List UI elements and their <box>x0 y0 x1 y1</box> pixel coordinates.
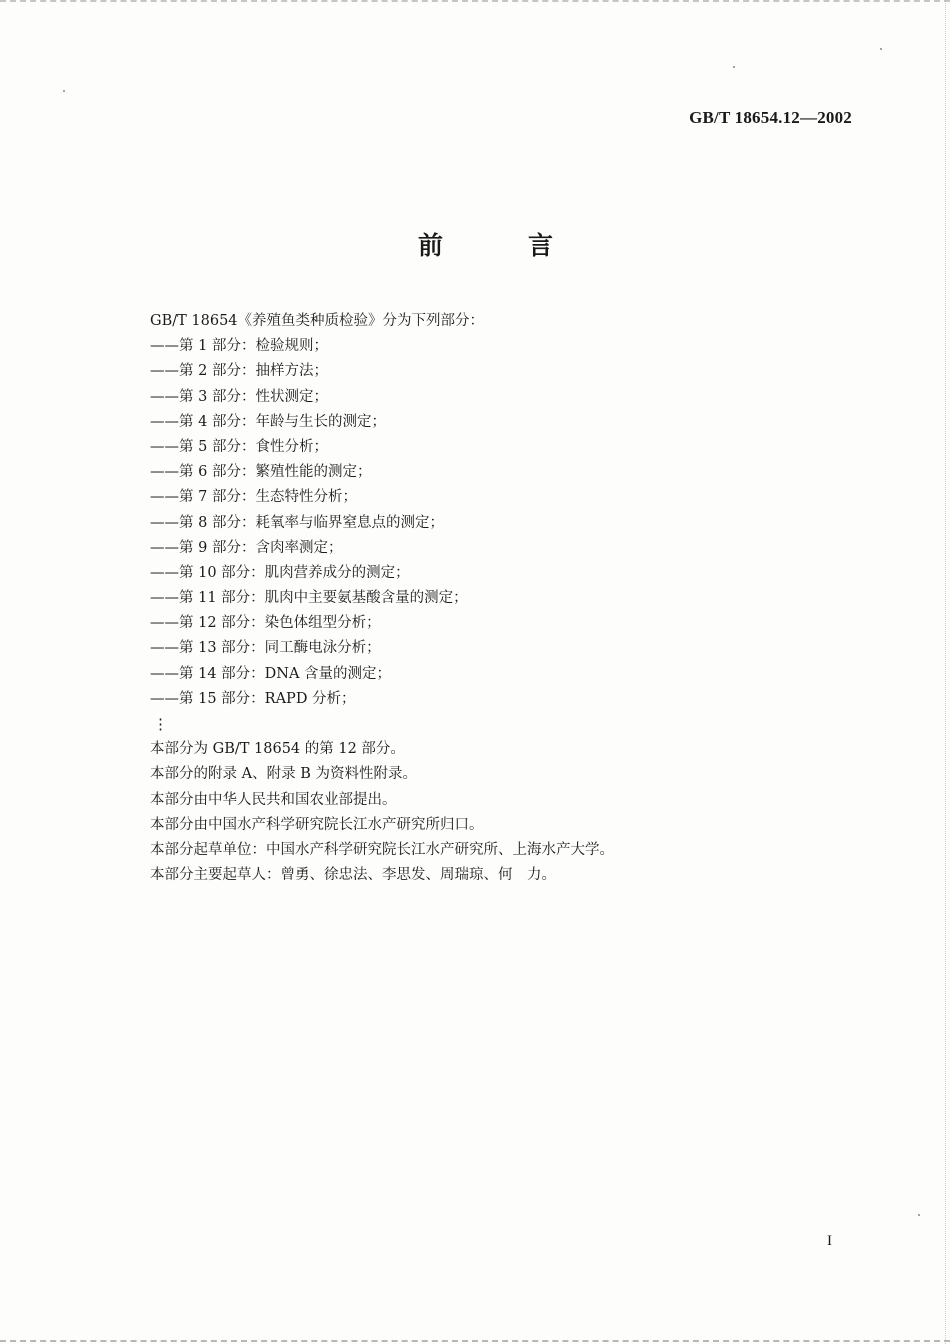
list-item: ——第 9 部分：含肉率测定； <box>150 539 343 556</box>
scan-speck <box>63 90 65 92</box>
parts-list <box>150 334 850 712</box>
scan-speck <box>733 66 735 68</box>
standard-code: GB/T 18654.12—2002 <box>689 108 852 127</box>
list-item: ——第 4 部分：年龄与生长的测定； <box>150 413 386 430</box>
list-item: ——第 5 部分：食性分析； <box>150 438 328 455</box>
page-number: I <box>827 1233 832 1249</box>
list-item: ——第 15 部分：RAPD 分析； <box>150 690 356 707</box>
statement-line: 本部分为 GB/T 18654 的第 12 部分。 <box>150 741 405 758</box>
list-item: ——第 2 部分：抽样方法； <box>150 363 328 380</box>
foreword-body <box>150 309 850 888</box>
scan-speck <box>880 48 882 50</box>
list-item: ——第 10 部分：肌肉营养成分的测定； <box>150 564 410 581</box>
statement-line: 本部分主要起草人：曾勇、徐忠法、李思发、周瑞琼、何 力。 <box>150 867 556 884</box>
intro-line: GB/T 18654《养殖鱼类种质检验》分为下列部分： <box>150 313 485 329</box>
statement-line: 本部分由中华人民共和国农业部提出。 <box>150 791 397 808</box>
list-item: ——第 14 部分：DNA 含量的测定； <box>150 665 392 682</box>
scan-speck <box>918 1214 920 1216</box>
scan-edge-top <box>0 0 950 6</box>
statements <box>150 737 850 888</box>
page-title <box>418 226 553 262</box>
statement-line: 本部分起草单位：中国水产科学研究院长江水产研究所、上海水产大学。 <box>150 841 614 858</box>
title-char-1: 前 <box>418 231 444 260</box>
scan-edge-bottom <box>0 1336 950 1342</box>
statement-line: 本部分的附录 A、附录 B 为资料性附录。 <box>150 766 417 783</box>
list-item: ——第 11 部分：肌肉中主要氨基酸含量的测定； <box>150 590 468 607</box>
scan-edge-right <box>943 0 946 1344</box>
list-item: ——第 13 部分：同工酶电泳分析； <box>150 640 381 657</box>
list-item: ——第 1 部分：检验规则； <box>150 338 328 355</box>
list-item: ——第 12 部分：染色体组型分析； <box>150 615 381 632</box>
list-item: ——第 6 部分：繁殖性能的测定； <box>150 464 372 481</box>
list-item: ——第 3 部分：性状测定； <box>150 388 328 405</box>
list-item: ——第 8 部分：耗氧率与临界窒息点的测定； <box>150 514 444 531</box>
list-item: ——第 7 部分：生态特性分析； <box>150 489 357 506</box>
statement-line: 本部分由中国水产科学研究院长江水产研究所归口。 <box>150 816 484 833</box>
title-char-2: 言 <box>527 231 553 260</box>
vertical-ellipsis: ⋮ <box>153 715 168 733</box>
